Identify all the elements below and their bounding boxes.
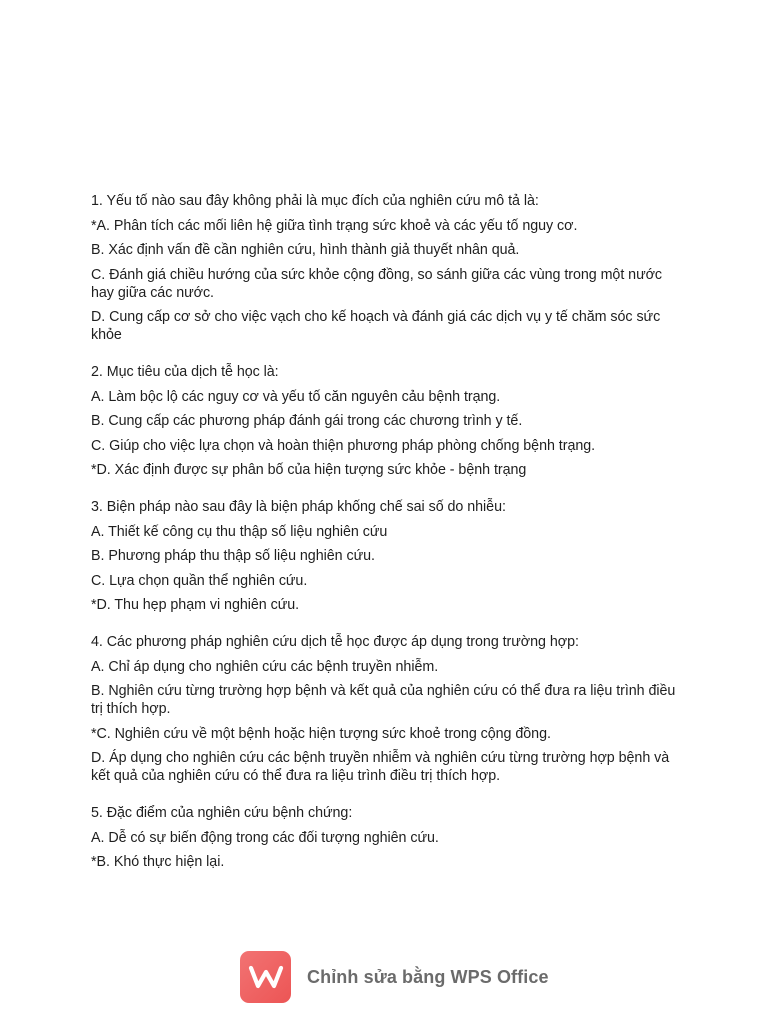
question-1: [91, 192, 681, 344]
question-text: 3. Biện pháp nào sau đây là biện pháp khống chế sai số do nhiễu:: [91, 499, 506, 515]
question-2: [91, 363, 681, 479]
question-text: 2. Mục tiêu của dịch tễ học là:: [91, 364, 279, 380]
answer-option: A. Chỉ áp dụng cho nghiên cứu các bệnh truyền nhiễm.: [91, 658, 439, 675]
answer-option: B. Xác định vấn đề cần nghiên cứu, hình thành giả thuyết nhân quả.: [91, 242, 520, 258]
answer-option: B. Cung cấp các phương pháp đánh gái trong các chương trình y tế.: [91, 413, 523, 429]
answer-option: *B. Khó thực hiện lại.: [91, 854, 225, 870]
wps-logo-icon: [240, 951, 291, 1003]
document-body: [91, 192, 681, 890]
answer-option: A. Dễ có sự biến động trong các đối tượng nghiên cứu.: [91, 829, 439, 846]
answer-option: D. Cung cấp cơ sở cho việc vạch cho kế hoạch và đánh giá các dịch vụ y tế chăm sóc sức khỏe: [91, 309, 661, 343]
wps-w-glyph-icon: [248, 964, 284, 990]
question-text: 5. Đặc điểm của nghiên cứu bệnh chứng:: [91, 805, 353, 821]
answer-option: *D. Thu hẹp phạm vi nghiên cứu.: [91, 597, 300, 613]
question-text: 1. Yếu tố nào sau đây không phải là mục đích của nghiên cứu mô tả là:: [91, 193, 539, 209]
wps-edit-label: Chỉnh sửa bằng WPS Office: [307, 966, 549, 987]
answer-option: B. Phương pháp thu thập số liệu nghiên cứu.: [91, 548, 375, 564]
wps-edit-banner[interactable]: [240, 951, 549, 1003]
answer-option: *C. Nghiên cứu về một bệnh hoặc hiện tượng sức khoẻ trong cộng đồng.: [91, 725, 551, 742]
question-3: [91, 498, 681, 614]
question-text: 4. Các phương pháp nghiên cứu dịch tễ học được áp dụng trong trường hợp:: [91, 634, 579, 650]
answer-option: B. Nghiên cứu từng trường hợp bệnh và kết quả của nghiên cứu có thể đưa ra liệu trình điều trị thích hợp.: [91, 683, 676, 717]
answer-option: *D. Xác định được sự phân bố của hiện tượng sức khỏe - bệnh trạng: [91, 462, 527, 478]
answer-option: *A. Phân tích các mối liên hệ giữa tình trạng sức khoẻ và các yếu tố nguy cơ.: [91, 217, 578, 234]
answer-option: A. Làm bộc lộ các nguy cơ và yếu tố căn nguyên cảu bệnh trạng.: [91, 388, 501, 405]
answer-option: C. Đánh giá chiều hướng của sức khỏe cộng đồng, so sánh giữa các vùng trong một nước hay giữa các nước.: [91, 266, 663, 301]
answer-option: A. Thiết kế công cụ thu thập số liệu nghiên cứu: [91, 523, 388, 540]
answer-option: D. Áp dụng cho nghiên cứu các bệnh truyền nhiễm và nghiên cứu từng trường hợp bệnh và kết quả của nghiên cứu có thể đưa ra liệu trình điều trị thích hợp.: [91, 750, 670, 784]
question-4: [91, 633, 681, 785]
question-5: [91, 804, 681, 871]
answer-option: C. Giúp cho việc lựa chọn và hoàn thiện phương pháp phòng chống bệnh trạng.: [91, 437, 596, 454]
answer-option: C. Lựa chọn quần thể nghiên cứu.: [91, 572, 308, 589]
